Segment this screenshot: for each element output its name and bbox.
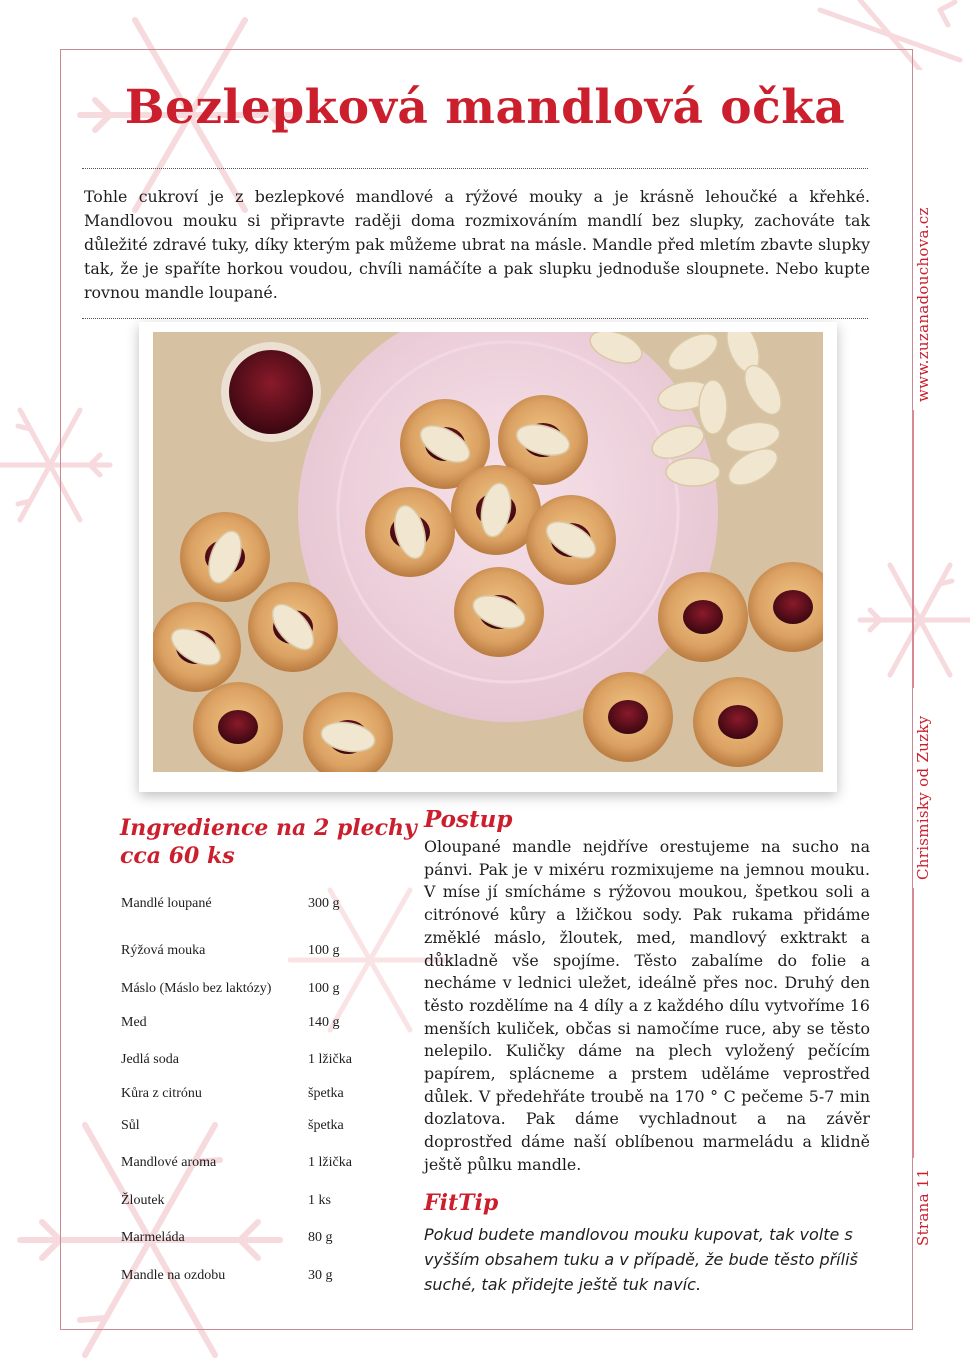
fittip-text: Pokud budete mandlovou mouku kupovat, tak volte s vyšším obsahem tuku a v případě, že bude těsto příliš suché, tak přidejte ještě tuk navíc.	[424, 1225, 858, 1294]
procedure-title: Postup	[424, 806, 513, 833]
ingredients-title-line2: cca 60 ks	[120, 843, 235, 869]
divider-bottom	[82, 318, 868, 319]
cookies-illustration	[153, 332, 823, 772]
fittip-title: FitTip	[424, 1190, 499, 1216]
intro-paragraph: Tohle cukroví je z bezlepkové mandlové a rýžové mouky a je krásně lehoučké a křehké. Mandlovou mouku si připravte raději doma rozmixováním mandlí bez slupky, zachováte tak důležité zdravé tuky, díky kterým pak můžeme ubrat na másle. Mandle před mletím zbavte slupky tak, že je spaříte horkou voudou, chvíli namáčíte a pak slupku jednoduše sloupnete. Nebo kupte rovnou mandle loupané.	[84, 187, 870, 302]
sidebar-divider-1	[912, 410, 914, 688]
sidebar-divider-2	[912, 888, 914, 1158]
recipe-title: Bezlepková mandlová očka	[124, 80, 846, 135]
ingredients-title-line1: Ingredience na 2 plechy	[120, 815, 417, 841]
website-text[interactable]: www.zuzanadouchova.cz	[914, 207, 932, 402]
procedure-text: Oloupané mandle nejdříve orestujeme na sucho na pánvi. Pak je v mixéru rozmixujeme na jemnou mouku. V míse jí smícháme s rýžovou moukou, špetkou soli a citrónové kůry a lžičkou sody. Pak rukama přidáme změklé máslo, žloutek, med, mandlový exktrakt a důkladně vše spojíme. Těsto zabalíme do folie a necháme v lednici uležet, ideálně přes noc. Druhý den těsto rozdělíme na 4 díly a z každého dílu vytvoříme 16 menších kuliček, občas si namočíme ruce, aby se těsto nelepilo. Kuličky dáme na plech vyložený pečícím papírem, splácneme a prstem uděláme veprostřed důlek. V předehřáte troubě na 170 ° C pečeme 5-7 min dozlatova. Pak dáme vychladnout a na závěr doprostřed dáme naší oblíbenou marmeládu a klidně ještě půlku mandle.	[424, 837, 870, 1174]
ingredients-title	[120, 814, 417, 870]
recipe-photo	[139, 322, 837, 792]
page-number: Strana 11	[914, 1168, 932, 1246]
series-text: Chrismisky od Zuzky	[914, 715, 932, 880]
divider-top	[82, 168, 868, 169]
